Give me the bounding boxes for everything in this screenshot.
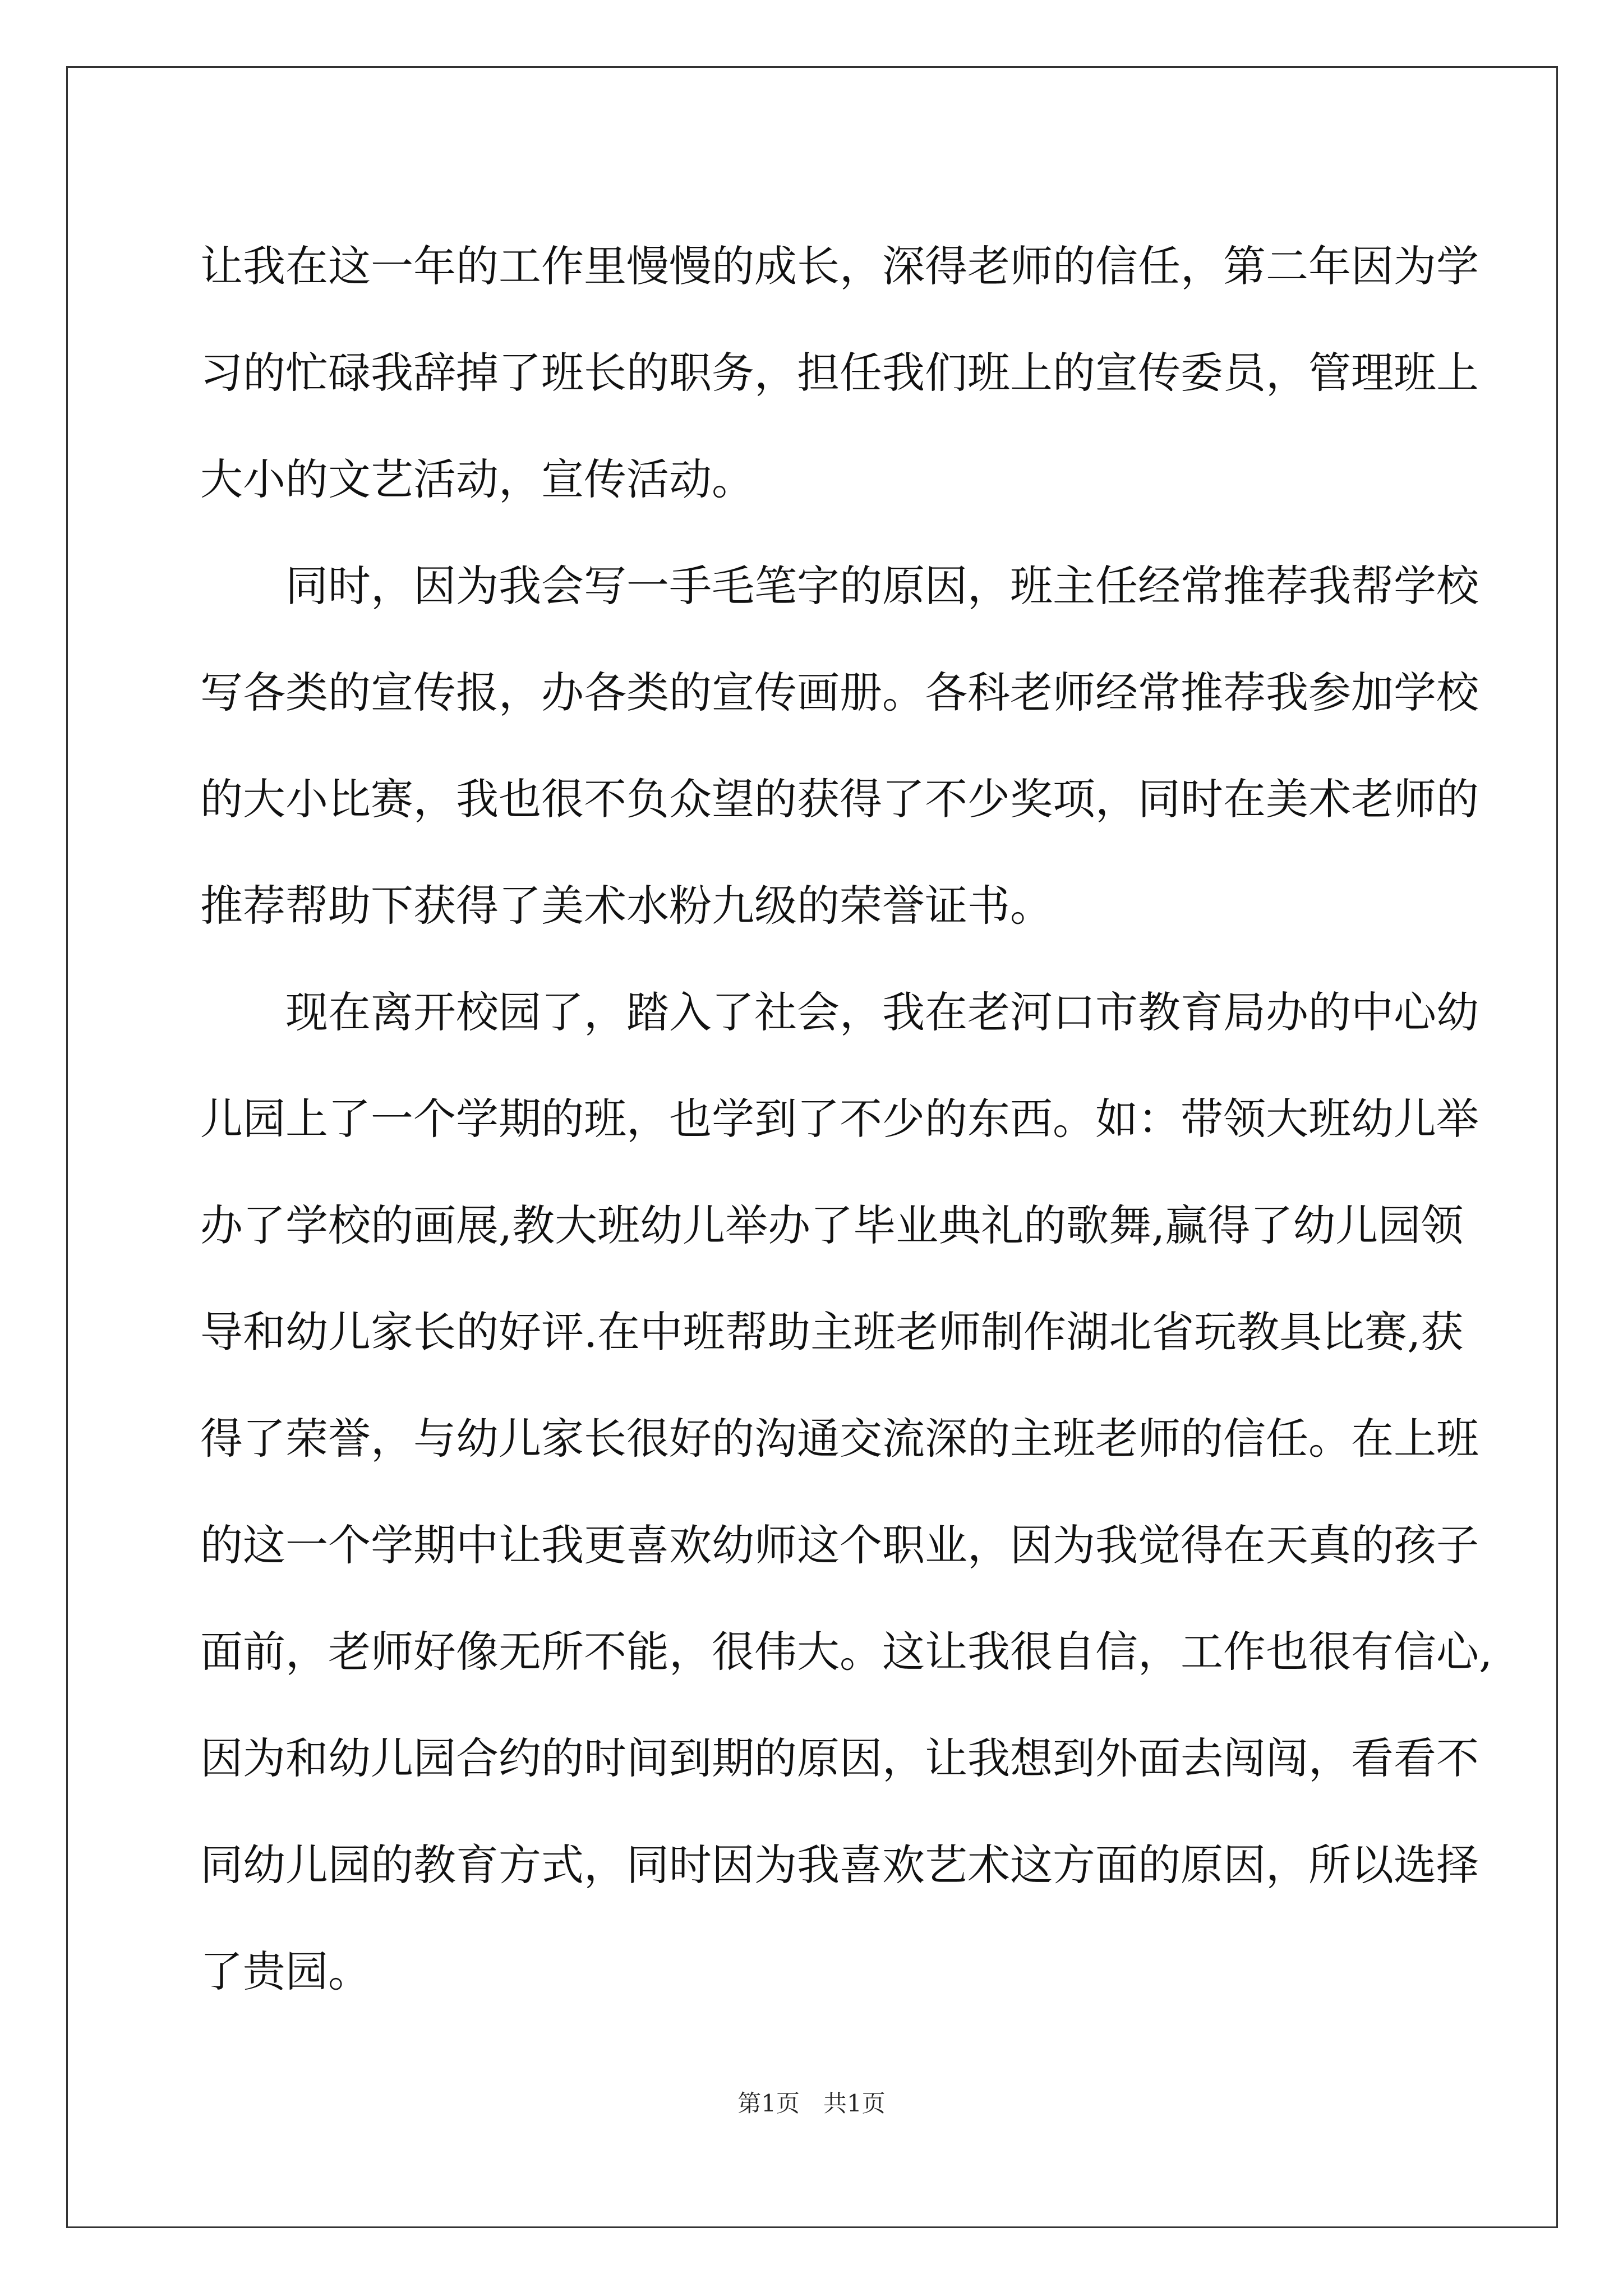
text-line: 的这一个学期中让我更喜欢幼师这个职业，因为我觉得在天真的孩子 bbox=[200, 1520, 1479, 1570]
text-line: 习的忙碌我辞掉了班长的职务，担任我们班上的宣传委员，管理班上 bbox=[200, 348, 1479, 398]
text-line: 得了荣誉，与幼儿家长很好的沟通交流深的主班老师的信任。在上班 bbox=[200, 1414, 1479, 1464]
text-line: 儿园上了一个学期的班，也学到了不少的东西。如：带领大班幼儿举 bbox=[200, 1094, 1479, 1144]
text-line: 同幼儿园的教育方式，同时因为我喜欢艺术这方面的原因，所以选择 bbox=[200, 1840, 1479, 1890]
text-line: 同时，因为我会写一手毛笔字的原因，班主任经常推荐我帮学校 bbox=[200, 561, 1479, 611]
text-line: 推荐帮助下获得了美术水粉九级的荣誉证书。 bbox=[200, 881, 1053, 931]
text-line: 的大小比赛，我也很不负众望的获得了不少奖项，同时在美术老师的 bbox=[200, 774, 1479, 824]
text-line: 了贵园。 bbox=[200, 1947, 371, 1996]
text-line: 大小的文艺活动，宣传活动。 bbox=[200, 454, 754, 504]
text-line: 面前，老师好像无所不能，很伟大。这让我很自信，工作也很有信心, bbox=[200, 1627, 1493, 1677]
text-line: 写各类的宣传报，办各类的宣传画册。各科老师经常推荐我参加学校 bbox=[200, 668, 1479, 717]
text-line: 让我在这一年的工作里慢慢的成长，深得老师的信任，第二年因为学 bbox=[200, 241, 1479, 291]
page-number: 第1页 共1页 bbox=[737, 2090, 886, 2117]
text-line: 因为和幼儿园合约的时间到期的原因，让我想到外面去闯闯，看看不 bbox=[200, 1733, 1479, 1783]
text-line: 现在离开校园了，踏入了社会，我在老河口市教育局办的中心幼 bbox=[200, 987, 1479, 1037]
document-body bbox=[200, 213, 1493, 2025]
text-line: 办了学校的画展,教大班幼儿举办了毕业典礼的歌舞,赢得了幼儿园领 bbox=[200, 1200, 1464, 1250]
page-footer bbox=[0, 2087, 1623, 2120]
text-line: 导和幼儿家长的好评.在中班帮助主班老师制作湖北省玩教具比赛,获 bbox=[200, 1307, 1464, 1357]
